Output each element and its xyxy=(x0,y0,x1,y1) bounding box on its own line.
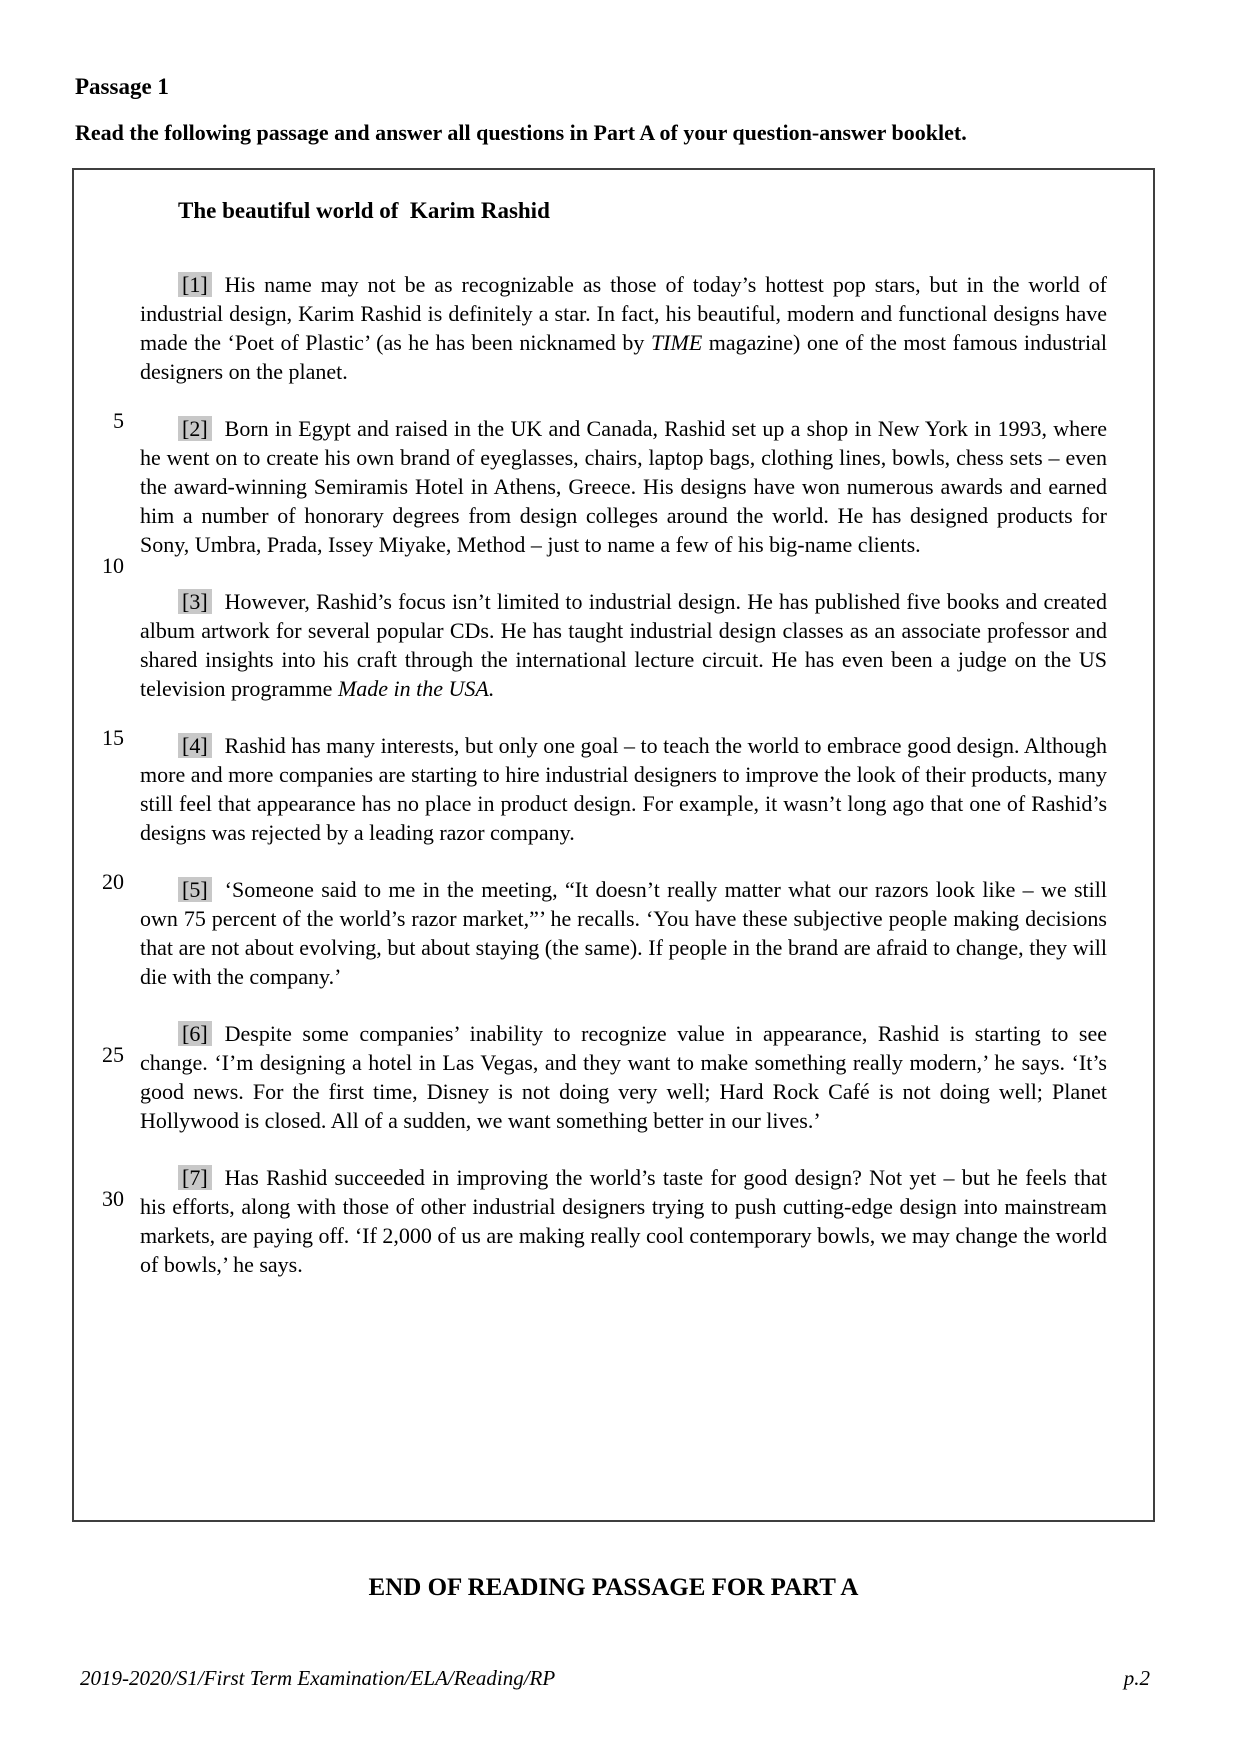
paragraph-number-marker: [5] xyxy=(178,877,212,902)
instruction-text: Read the following passage and answer all questions in Part A of your question-answer booklet. xyxy=(75,120,967,145)
passage-label: Passage 1 xyxy=(75,74,169,99)
paragraph-text: Made in the USA. xyxy=(337,676,495,701)
paragraph-text: His name may not be as recognizable as those of today’s hottest pop stars, but in the world of industrial design, Karim Rashid is definitely a star. In fact, his beautiful, modern and functional designs have made the ‘Poet of Plastic’ (as he has been nicknamed by xyxy=(140,272,1107,355)
paragraph-number-marker: [3] xyxy=(178,589,212,614)
passage-paragraph xyxy=(102,725,1107,847)
page-footer xyxy=(80,1666,1150,1691)
paragraph-text: magazine) one of the most famous industrial designers on the planet. xyxy=(140,330,1107,384)
footer-page-number: p.2 xyxy=(1123,1666,1150,1690)
paragraph-text: TIME xyxy=(650,330,703,355)
passage-paragraph xyxy=(102,1163,1107,1279)
passage-paragraph xyxy=(140,270,1107,386)
passage-paragraph xyxy=(140,587,1107,703)
margin-line-number: 25 xyxy=(102,1042,124,1067)
paragraph-number-marker: [7] xyxy=(178,1165,212,1190)
paragraph-number-marker: [1] xyxy=(178,272,212,297)
paragraph-text: However, Rashid’s focus isn’t limited to industrial design. He has published five books and created album artwork for several popular CDs. He has taught industrial design classes as an associate professor and shared insights into his craft through the international lecture circuit. He has even been a judge on the US television programme xyxy=(140,589,1107,701)
passage-paragraph xyxy=(102,1019,1107,1135)
margin-line-number: 30 xyxy=(102,1186,124,1211)
passage-paragraph xyxy=(102,869,1107,991)
passage-paragraphs xyxy=(102,270,1107,1279)
paragraph-text: ‘Someone said to me in the meeting, “It doesn’t really matter what our razors look like – we still own 75 percent of the world’s razor market,”’ he recalls. ‘You have these subjective people making decisions that are not about evolving, but about staying (the same). If people in the brand are afraid to change, they will die with the company.’ xyxy=(140,877,1107,989)
paragraph-number-marker: [4] xyxy=(178,733,212,758)
paragraph-text: Rashid has many interests, but only one goal – to teach the world to embrace good design. Although more and more companies are starting to hire industrial designers to improve the look of their products, many still feel that appearance has no place in product design. For example, it wasn’t long ago that one of Rashid’s designs was rejected by a leading razor company. xyxy=(140,733,1107,845)
passage-paragraph xyxy=(102,408,1107,578)
paragraph-text: Despite some companies’ inability to recognize value in appearance, Rashid is starting to see change. ‘I’m designing a hotel in Las Vegas, and they want to make something really modern,’ he says. ‘It’s good news. For the first time, Disney is not doing very well; Hard Rock Café is not doing well; Planet Hollywood is closed. All of a sudden, we want something better in our lives.’ xyxy=(140,1021,1107,1133)
paragraph-number-marker: [6] xyxy=(178,1021,212,1046)
margin-line-number: 20 xyxy=(102,869,124,894)
margin-line-number: 10 xyxy=(102,553,124,578)
margin-line-number: 5 xyxy=(113,408,124,433)
end-of-passage-note: END OF READING PASSAGE FOR PART A xyxy=(368,1574,859,1601)
paragraph-text: Has Rashid succeeded in improving the world’s taste for good design? Not yet – but he feels that his efforts, along with those of other industrial designers trying to push cutting-edge design into mainstream markets, are paying off. ‘If 2,000 of us are making really cool contemporary bowls, we may change the world of bowls,’ he says. xyxy=(140,1165,1107,1277)
footer-document-id: 2019-2020/S1/First Term Examination/ELA/Reading/RP xyxy=(80,1666,556,1690)
paragraph-number-marker: [2] xyxy=(178,416,212,441)
paragraph-text: Born in Egypt and raised in the UK and Canada, Rashid set up a shop in New York in 1993, where he went on to create his own brand of eyeglasses, chairs, laptop bags, clothing lines, bowls, chess sets – even the award-winning Semiramis Hotel in Athens, Greece. His designs have won numerous awards and earned him a number of honorary degrees from design colleges around the world. He has designed products for Sony, Umbra, Prada, Issey Miyake, Method – just to name a few of his big-name clients. xyxy=(140,416,1107,557)
passage-title: The beautiful world of Karim Rashid xyxy=(178,198,550,223)
margin-line-number: 15 xyxy=(102,725,124,750)
passage-box xyxy=(72,168,1155,1522)
